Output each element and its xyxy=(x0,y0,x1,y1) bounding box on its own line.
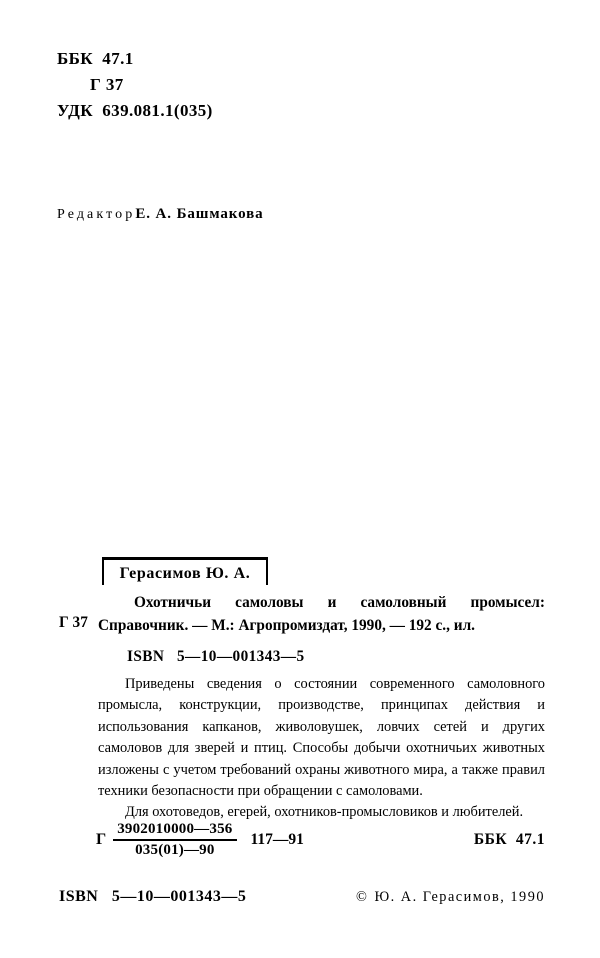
bbk-code: ББК 47.1 xyxy=(57,49,134,68)
editor-name: Е. А. Башмакова xyxy=(135,206,264,222)
classification-header xyxy=(57,46,213,124)
stamp-letter: Г xyxy=(96,831,107,848)
biblio-text: Охотничьи самоловы и самоловный промысел: Справочник. — М.: Агропромиздат, 1990, — 192 с., ил. xyxy=(98,594,545,634)
footer-row xyxy=(59,888,545,906)
annotation-paragraph: Для охотоведов, егерей, охотников-промысловиков и любителей. xyxy=(125,804,524,821)
stamp-bbk: ББК 47.1 xyxy=(473,831,545,848)
copyright-notice xyxy=(356,889,545,906)
copyright-text: Ю. А. Герасимов, 1990 xyxy=(374,889,545,905)
biblio-shelf-mark: Г 37 xyxy=(59,614,88,631)
annotation-block xyxy=(98,674,545,824)
author-name: Герасимов Ю. А. xyxy=(119,564,251,582)
editor-label: Редактор xyxy=(57,207,136,222)
annotation-paragraph: Приведены сведения о состоянии современного самоловного промысла, конструкции, производстве, принципах действия и использования капканов, живоловушек, ловчих сетей и других самоловов для зверей и птиц. Способы добычи охотничьих животных изложены с учетом требований охраны животного мира, а также правил техники безопасности при обращении с самоловами. xyxy=(98,676,545,800)
isbn-footer: ISBN 5—10—001343—5 xyxy=(59,888,247,905)
stamp-code: 117—91 xyxy=(250,831,304,848)
stamp-fraction xyxy=(113,822,236,858)
copyright-icon: © xyxy=(356,889,370,905)
isbn-primary: ISBN 5—10—001343—5 xyxy=(127,648,305,665)
stamp-numerator: 3902010000—356 xyxy=(117,821,233,837)
udk-code: УДК 639.081.1(035) xyxy=(57,101,213,120)
shelf-mark: Г 37 xyxy=(90,75,124,94)
stamp-denominator: 035(01)—90 xyxy=(135,842,215,858)
classification-stamp xyxy=(96,822,545,858)
editor-credit xyxy=(57,206,264,223)
biblio-description xyxy=(98,592,545,637)
author-box xyxy=(102,557,268,585)
